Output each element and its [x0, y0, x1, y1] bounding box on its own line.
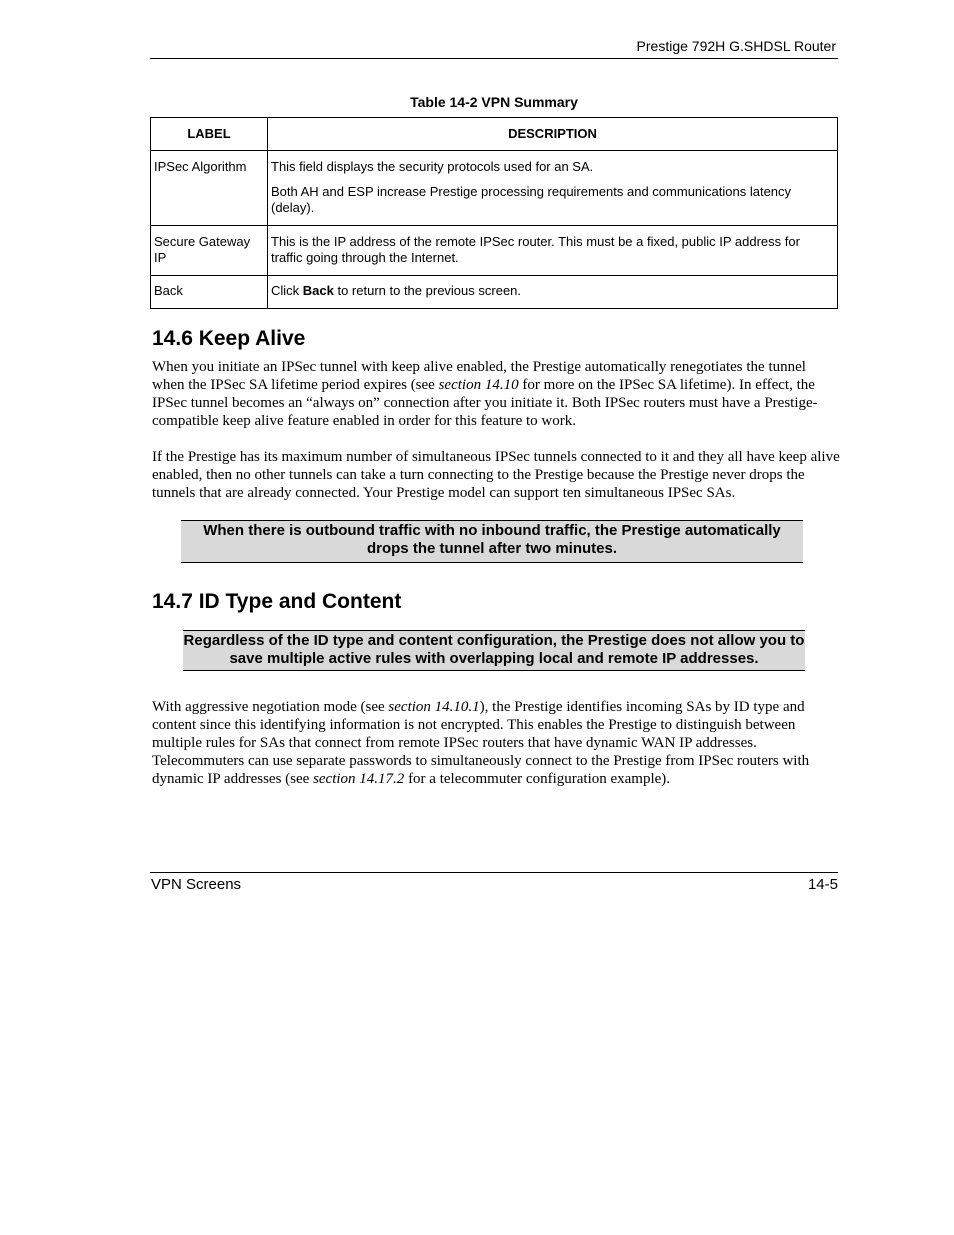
description-suffix: to return to the previous screen. [333, 283, 522, 298]
note-box-id-type: Regardless of the ID type and content configuration, the Prestige does not allow you to save multiple active rules with overlapping local and remote IP addresses. [183, 630, 805, 671]
note-box-keep-alive: When there is outbound traffic with no inbound traffic, the Prestige automatically drops the tunnel after two minutes. [181, 520, 803, 563]
description-text: This field displays the security protocols used for an SA. [271, 159, 594, 174]
text-run: for a telecommuter configuration example). [404, 771, 671, 787]
text-run: When you initiate an IPSec tunnel with keep alive enabled, the Prestige automatically renegotiates the tunnel when the IPSec SA lifetime period expires (see [152, 359, 806, 393]
row-label: Secure Gateway IP [151, 226, 268, 276]
column-header-description: DESCRIPTION [268, 118, 838, 151]
vpn-summary-table [150, 117, 838, 309]
paragraph-id-type [152, 698, 840, 788]
table-row [151, 276, 838, 309]
section-heading-id-type: 14.7 ID Type and Content [152, 590, 402, 613]
table-row [151, 151, 838, 226]
page-footer [150, 872, 838, 893]
description-text: This is the IP address of the remote IPSec router. This must be a fixed, public IP address for traffic going through the Internet. [271, 234, 800, 265]
row-label: IPSec Algorithm [151, 151, 268, 226]
footer-chapter: VPN Screens [151, 876, 242, 893]
description-bold: Back [302, 283, 334, 298]
table-header-row [151, 118, 838, 151]
paragraph-keep-alive-1 [152, 358, 840, 430]
column-header-label: LABEL [151, 118, 268, 151]
header-title: Prestige 792H G.SHDSL Router [636, 38, 836, 54]
row-description [268, 226, 838, 276]
section-reference: section 14.17.2 [313, 771, 405, 787]
row-description [268, 151, 838, 226]
page-header [150, 36, 838, 59]
paragraph-keep-alive-2: If the Prestige has its maximum number of simultaneous IPSec tunnels connected to it and they all have keep alive enabled, then no other tunnels can take a turn connecting to the Prestige because the Prestige never drops the tunnels that are already connected. Your Prestige model can support ten simultaneous IPSec SAs. [152, 449, 840, 501]
text-run: With aggressive negotiation mode (see [152, 699, 389, 715]
row-label: Back [151, 276, 268, 309]
description-prefix: Click [271, 283, 303, 298]
text-run: ), the Prestige identifies incoming SAs by ID type and content since this identifying information is not encrypted. This enables the Prestige to distinguish between multiple rules for SAs that connect from remote IPSec routers that have dynamic WAN IP addresses. Telecommuters can use separate passwords to simultaneously connect to the Prestige from IPSec routers with dynamic IP addresses (see [152, 699, 810, 787]
table-row [151, 226, 838, 276]
table-caption: Table 14-2 VPN Summary [410, 94, 578, 110]
section-reference: section 14.10.1 [388, 699, 480, 715]
page-number: 14-5 [807, 876, 838, 893]
section-reference: section 14.10 [438, 377, 519, 393]
row-description [268, 276, 838, 309]
section-heading-keep-alive: 14.6 Keep Alive [152, 327, 306, 350]
description-text: Both AH and ESP increase Prestige processing requirements and communications latency (delay). [271, 184, 792, 215]
text-run: for more on the IPSec SA lifetime). In effect, the IPSec tunnel becomes an “always on” connection after you initiate it. Both IPSec routers must have a Prestige-compatible keep alive feature enabled in order for this feature to work. [152, 377, 818, 429]
